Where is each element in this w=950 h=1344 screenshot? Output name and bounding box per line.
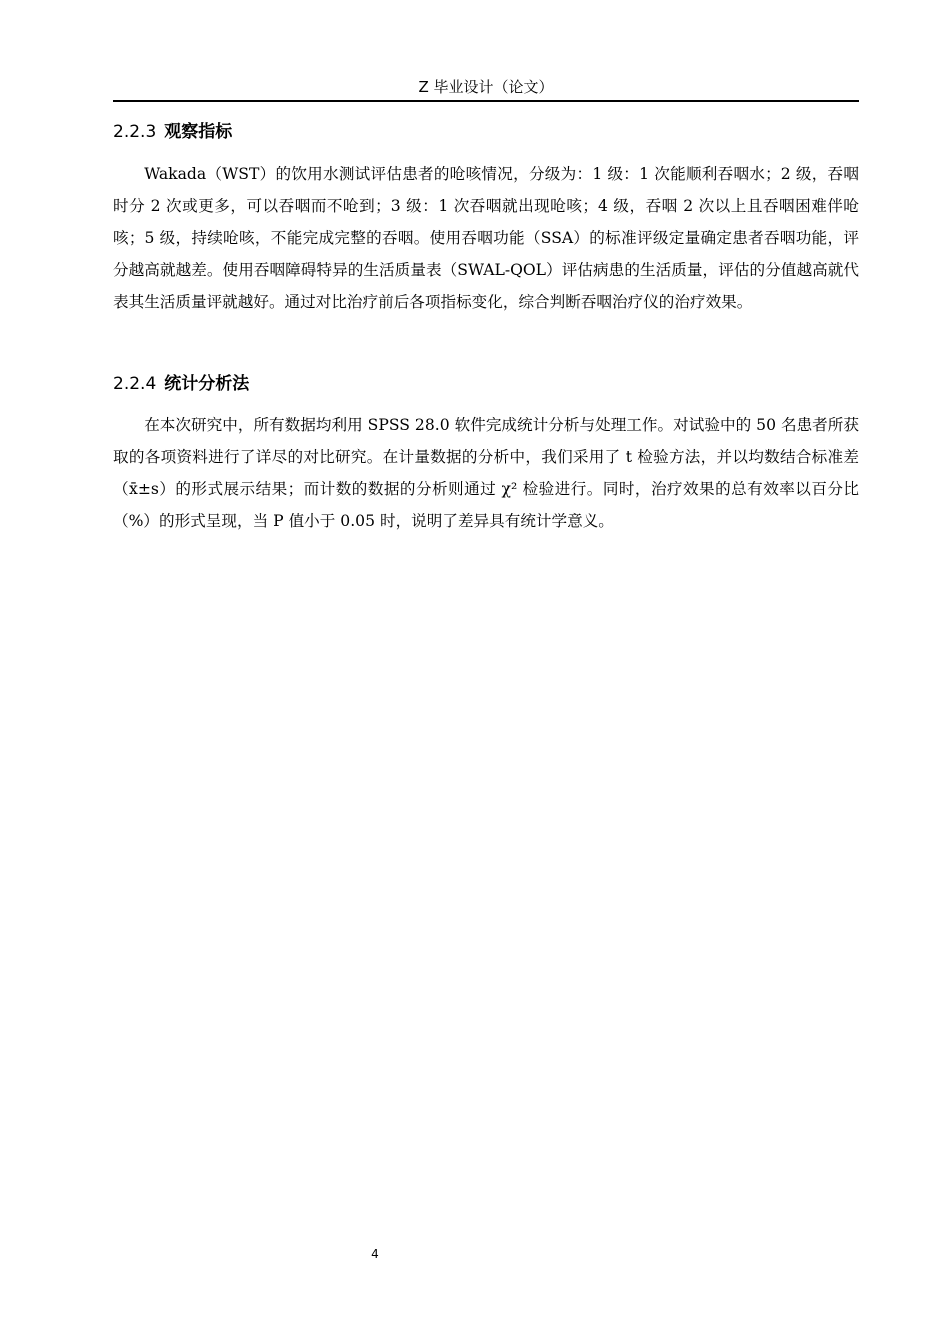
section-heading-statistics <box>113 372 249 396</box>
section-title: 统计分析法 <box>164 374 250 394</box>
page-header-title: Z 毕业设计（论文） <box>418 78 554 96</box>
section-number: 2.2.4 <box>113 374 157 394</box>
header-divider <box>113 100 859 102</box>
section-heading-observation <box>113 120 232 144</box>
page-number: 4 <box>371 1247 379 1261</box>
section-number: 2.2.3 <box>113 122 157 142</box>
observation-paragraph: Wakada（WST）的饮用水测试评估患者的呛咳情况，分级为：1 级：1 次能顺利吞咽水；2 级，吞咽时分 2 次或更多，可以吞咽而不呛到；3 级：1 次吞咽就出现呛咳；4 级，吞咽 2 次以上且吞咽困难伴呛咳；5 级，持续呛咳，不能完成完整的吞咽。使用吞咽功能（SSA）的标准评级定量确定患者吞咽功能，评分越高就越差。使用吞咽障碍特异的生活质量表（SWAL-QOL）评估病患的生活质量，评估的分值越高就代表其生活质量评就越好。通过对比治疗前后各项指标变化，综合判断吞咽治疗仪的治疗效果。 <box>113 165 859 311</box>
statistics-paragraph: 在本次研究中，所有数据均利用 SPSS 28.0 软件完成统计分析与处理工作。对试验中的 50 名患者所获取的各项资料进行了详尽的对比研究。在计量数据的分析中，我们采用了 t 检验方法，并以均数结合标准差（x̄±s）的形式展示结果；而计数的数据的分析则通过 χ² 检验进行。同时，治疗效果的总有效率以百分比（%）的形式呈现，当 P 值小于 0.05 时，说明了差异具有统计学意义。 <box>113 416 859 530</box>
section-title: 观察指标 <box>164 122 233 142</box>
